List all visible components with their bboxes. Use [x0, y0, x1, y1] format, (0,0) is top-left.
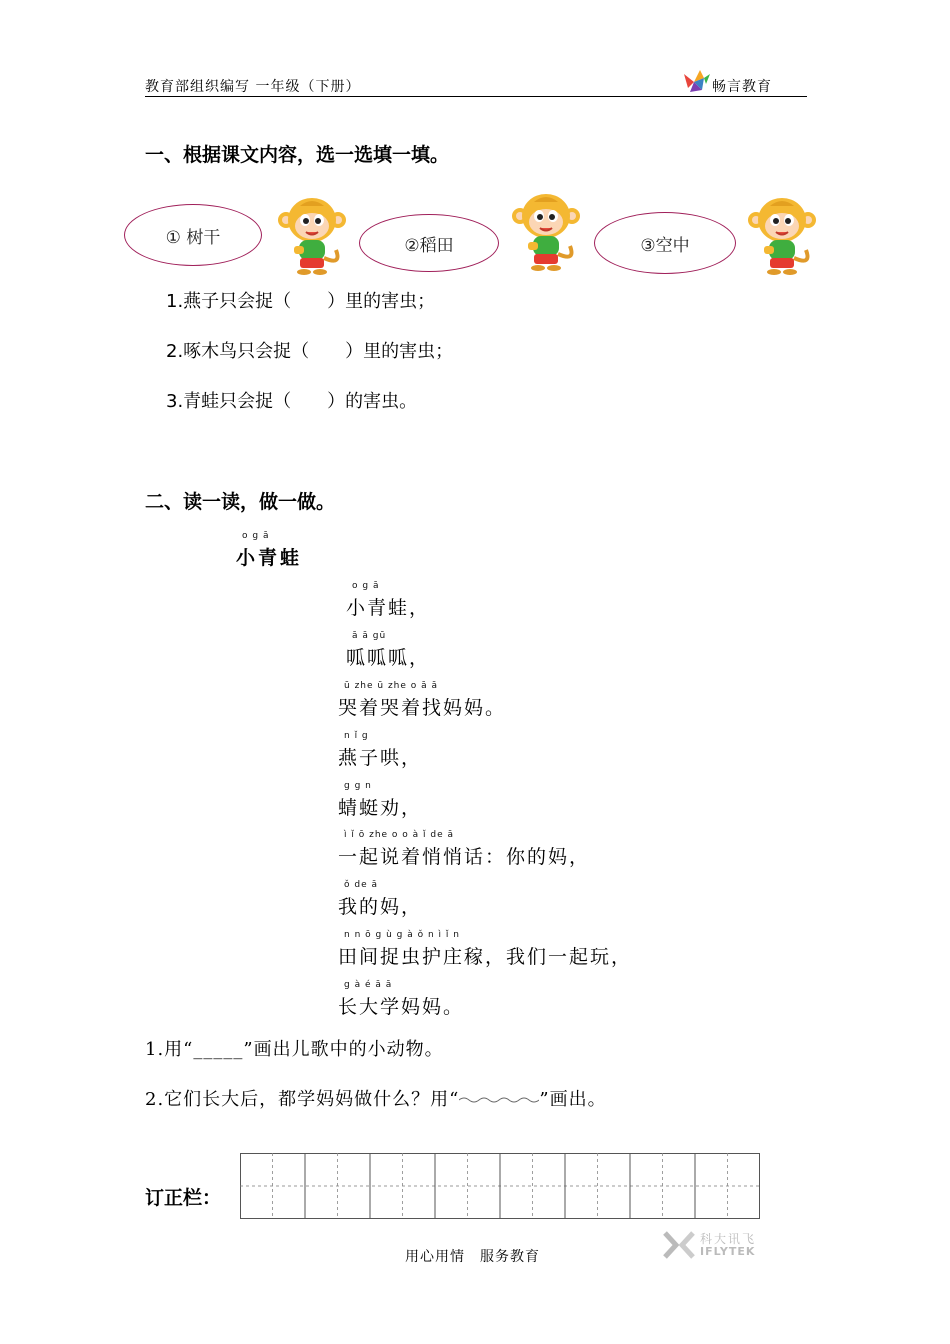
poem-line-5: 蜻蜓劝，	[338, 797, 423, 819]
header-divider	[145, 96, 807, 97]
task-1: 1.用“_____”画出儿歌中的小动物。	[145, 1039, 444, 1060]
iflytek-x-icon	[662, 1230, 696, 1260]
poem-line-1-pinyin: o g ā	[352, 581, 380, 591]
poem-line-6: 一起说着悄悄话：你的妈，	[338, 846, 591, 868]
poem-title-pinyin: o g ā	[242, 531, 270, 541]
poem-line-2-pinyin: ā ā gū	[352, 631, 387, 641]
iflytek-en: IFLYTEK	[700, 1245, 756, 1258]
header-right-text: 畅言教育	[712, 79, 772, 95]
changyan-logo-icon	[680, 68, 712, 94]
poem-line-1: 小青蛙，	[346, 597, 431, 619]
fill-question-1: 1.燕子只会捉（ ）里的害虫；	[166, 291, 436, 312]
option-2-label: ②稻田	[404, 235, 454, 256]
task-2-suffix: ”画出。	[539, 1089, 607, 1110]
footer-slogan: 用心用情 服务教育	[405, 1249, 540, 1265]
wavy-underline-icon	[459, 1095, 539, 1105]
poem-line-3-pinyin: ū zhe ū zhe o ā ā	[344, 681, 439, 691]
option-oval-2	[359, 214, 499, 272]
fill-question-3: 3.青蛙只会捉（ ）的害虫。	[166, 391, 418, 412]
fill-question-2: 2.啄木鸟只会捉（ ）里的害虫；	[166, 341, 454, 362]
section2-title: 二、读一读，做一做。	[145, 491, 336, 513]
poem-line-8-pinyin: n n ō g ù g à ǒ n ì ǐ n	[344, 930, 460, 940]
poem-line-4: 燕子哄，	[338, 747, 423, 769]
option-3-label: ③空中	[640, 235, 690, 256]
poem-line-5-pinyin: g g n	[344, 781, 372, 791]
option-oval-3	[594, 212, 736, 274]
monkey-illustration	[742, 192, 822, 276]
poem-line-9: 长大学妈妈。	[338, 996, 465, 1018]
section1-title: 一、根据课文内容，选一选填一填。	[145, 144, 450, 166]
poem-line-7-pinyin: ǒ de ā	[344, 880, 378, 890]
iflytek-logo	[662, 1228, 772, 1262]
poem-line-2: 呱呱呱，	[346, 647, 431, 669]
poem-line-8: 田间捉虫护庄稼，我们一起玩，	[338, 946, 633, 968]
poem-line-3: 哭着哭着找妈妈。	[338, 697, 507, 719]
correction-label: 订正栏：	[145, 1187, 222, 1209]
monkey-illustration	[506, 188, 586, 272]
correction-grid[interactable]	[240, 1153, 760, 1219]
poem-line-6-pinyin: ì ǐ ō zhe o o à ǐ de ā	[344, 830, 455, 840]
task-2-prefix: 2.它们长大后，都学妈妈做什么？用“	[145, 1089, 460, 1110]
poem-title: 小青蛙	[236, 547, 303, 569]
option-1-label: ① 树干	[165, 227, 221, 248]
monkey-illustration	[272, 192, 352, 276]
header-left-text: 教育部组织编写 一年级（下册）	[145, 79, 361, 95]
poem-line-9-pinyin: g à é ā ā	[344, 980, 393, 990]
iflytek-cn: 科大讯飞	[700, 1232, 757, 1246]
poem-line-4-pinyin: n ǐ g	[344, 731, 369, 741]
poem-line-7: 我的妈，	[338, 896, 423, 918]
option-oval-1	[124, 204, 262, 266]
task-2	[145, 1085, 607, 1111]
